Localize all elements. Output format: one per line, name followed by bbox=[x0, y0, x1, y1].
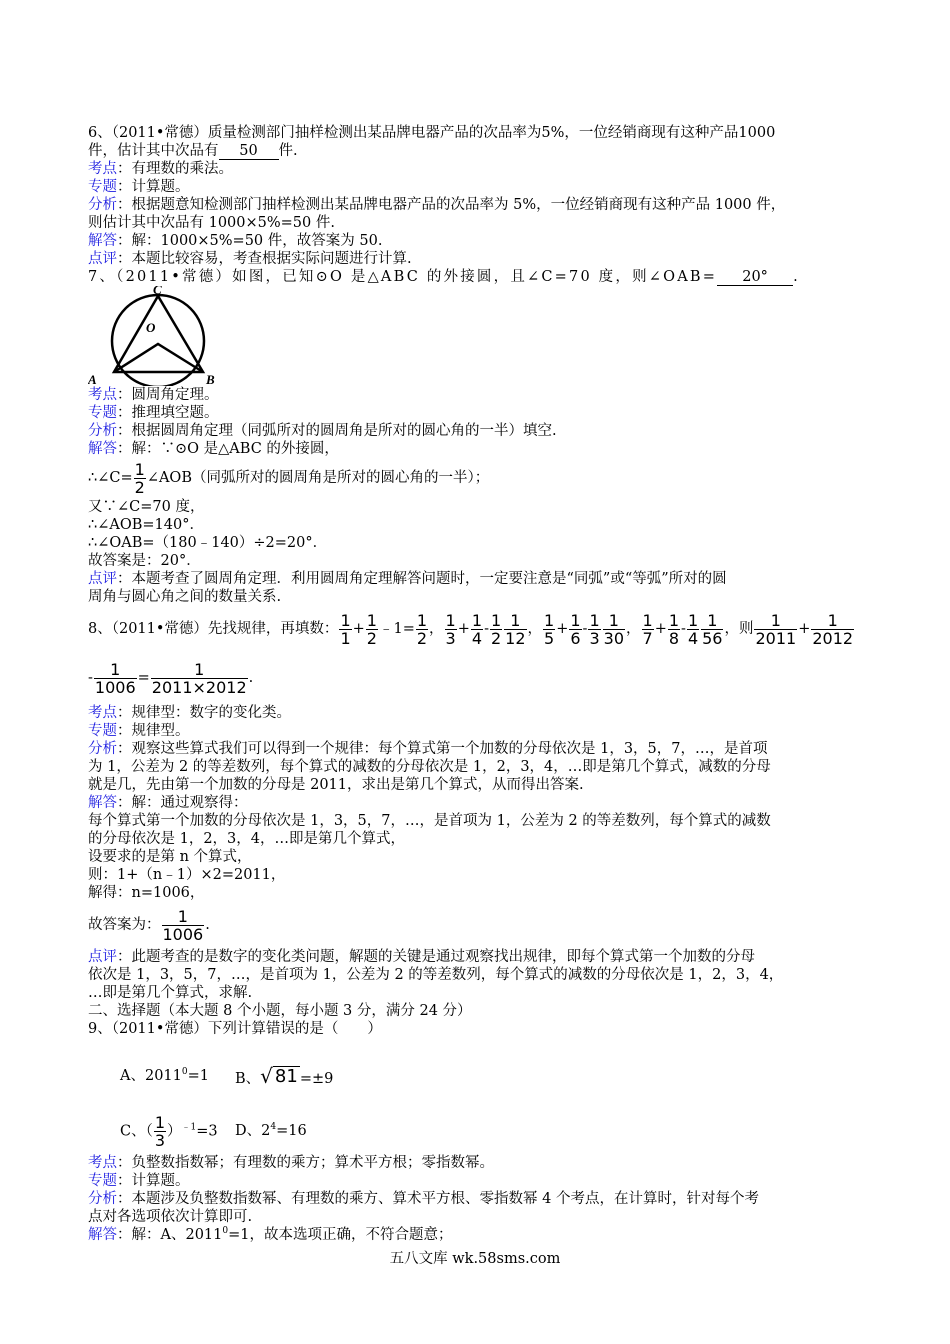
q9-zhuanti: 专题：计算题。 bbox=[88, 1173, 190, 1189]
q9-fenxi: 分析：本题涉及负整数指数幂、有理数的乘方、算术平方根、零指数幂 4 个考点，在计算时，针对每个考 bbox=[88, 1191, 759, 1207]
q7-dianping: 点评：本题考查了圆周角定理．利用圆周角定理解答问题时，一定要注意是“同弧”或“等弧”所对的圆 bbox=[88, 571, 727, 587]
q8-jieda: 解答：解：通过观察得： bbox=[88, 795, 248, 811]
q7-step3: ∴∠AOB=140°． bbox=[88, 517, 204, 533]
q7-dianping-line2: 周角与圆心角之间的数量关系. bbox=[88, 589, 282, 605]
frac: $\frac{1}{1006}$ bbox=[162, 906, 204, 944]
q6-fenxi: 分析：根据题意知检测部门抽样检测出某品牌电器产品的次品率为 5%，一位经销商现有这种产品 1000 件， bbox=[88, 197, 786, 213]
q6-dianping: 点评：本题比较容易，考查根据实际问题进行计算. bbox=[88, 251, 412, 267]
sqrt-symbol: √ 81 bbox=[260, 1063, 298, 1088]
q8-step2: 的分母依次是 1，2，3，4，…即是第几个算式， bbox=[88, 831, 406, 847]
q6-kaodian: 考点：有理数的乘法。 bbox=[88, 161, 233, 177]
label-o: O bbox=[146, 320, 156, 335]
q8-step4: 则：1+（n﹣1）×2=2011， bbox=[88, 867, 286, 883]
q9-option-c: C、（ $\frac{1}{3}$ ）$^{﹣1}$=3 bbox=[120, 1112, 218, 1150]
q7-kaodian: 考点：圆周角定理。 bbox=[88, 387, 219, 403]
q8-step1: 每个算式第一个加数的分母依次是 1，3，5，7，…，是首项为 1，公差为 2 的等差数列，每个算式的减数 bbox=[88, 813, 771, 829]
frac: $\frac{1}{12}$ bbox=[505, 610, 526, 648]
frac: $\frac{1}{56}$ bbox=[702, 610, 723, 648]
frac: $\frac{1}{5}$ bbox=[544, 610, 555, 648]
q8-dianping-line2: 依次是 1，3，5，7，…，是首项为 1，公差为 2 的等差数列，每个算式的减数的分母依次是 1，2，3，4， bbox=[88, 967, 784, 983]
frac: $\frac{1}{2}$ bbox=[490, 610, 502, 648]
q8-fenxi: 分析：观察这些算式我们可以得到一个规律：每个算式第一个加数的分母依次是 1，3，5，7，…，是首项 bbox=[88, 741, 768, 757]
frac: $\frac{1}{1006}$ bbox=[94, 659, 136, 697]
q8-dianping-line3: …即是第几个算式，求解. bbox=[88, 985, 253, 1001]
frac: $\frac{1}{3}$ bbox=[589, 610, 600, 648]
frac: $\frac{1}{30}$ bbox=[603, 610, 624, 648]
section-2-heading: 二、选择题（本大题 8 个小题，每小题 3 分，满分 24 分） bbox=[88, 1003, 472, 1019]
frac: $\frac{1}{7}$ bbox=[642, 610, 653, 648]
frac: $\frac{1}{1}$ bbox=[340, 610, 351, 648]
frac: $\frac{1}{8}$ bbox=[668, 610, 680, 648]
frac: $\frac{1}{2011}$ bbox=[755, 610, 797, 648]
q7-jieda: 解答：解：∵⊙O 是△ABC 的外接圆， bbox=[88, 441, 339, 457]
q7-step5: 故答案是：20°． bbox=[88, 553, 201, 569]
q9-option-b: B、 √ 81 =±9 bbox=[235, 1063, 334, 1088]
frac: $\frac{1}{2012}$ bbox=[812, 610, 854, 648]
q7-step4: ∴∠OAB=（180﹣140）÷2=20°． bbox=[88, 535, 328, 551]
q9-option-d: D、$2^4=16$ bbox=[235, 1122, 307, 1139]
q7-step1: ∴∠C= $\frac{1}{2}$ ∠AOB（同弧所对的圆周角是所对的圆心角的一半）； bbox=[88, 459, 490, 497]
fraction-one-half: $\frac{1}{2}$ bbox=[134, 459, 145, 497]
label-a: A bbox=[88, 372, 97, 386]
page-footer: 五八文库 wk.58sms.com bbox=[389, 1251, 561, 1267]
q6-fenxi-line2: 则估计其中次品有 1000×5%=50 件. bbox=[88, 215, 335, 231]
q8-dianping: 点评：此题考查的是数字的变化类问题，解题的关键是通过观察找出规律，即每个算式第一个加数的分母 bbox=[88, 949, 755, 965]
label-c: C bbox=[153, 286, 162, 297]
q7-fenxi: 分析：根据圆周角定理（同弧所对的圆周角是所对的圆心角的一半）填空. bbox=[88, 423, 557, 439]
q9-options-cd bbox=[88, 1108, 868, 1154]
q8-stem-line1: 8、（2011•常德）先找规律，再填数： $\frac{1}{1}$ + $\frac{1}{2}$ ﹣1= $\frac{1}{2}$ ， $\frac{1}{3}$ + $\frac{1}{4}$ - $\frac{1}{2}$ $\frac{1}{12}$ ， $\frac{1}{5}$ + $\frac{1}{6}$ - $\frac{1}{3}$ $\frac{1}{30}$ ， $\frac{1}{7}$ + $\frac{1}{8}$ - $\frac{1}{4}$ $\frac{1}{56}$ ，则 $\frac{1}{2011}$ + $\frac{1}{2012}$ bbox=[88, 610, 854, 648]
q7-zhuanti: 专题：推理填空题。 bbox=[88, 405, 219, 421]
frac: $\frac{1}{2}$ bbox=[366, 610, 377, 648]
q6-stem-line1: 6、（2011•常德）质量检测部门抽样检测出某品牌电器产品的次品率为5%，一位经销商现有这种产品1000 bbox=[88, 125, 776, 141]
frac: $\frac{1}{3}$ bbox=[154, 1112, 166, 1150]
frac: $\frac{1}{3}$ bbox=[445, 610, 456, 648]
frac: $\frac{1}{4}$ bbox=[687, 610, 699, 648]
q8-answer-line: 故答案为： $\frac{1}{1006}$ . bbox=[88, 906, 210, 944]
q9-stem: 9、（2011•常德）下列计算错误的是（ ） bbox=[88, 1021, 382, 1037]
label-b: B bbox=[206, 372, 215, 386]
q9-kaodian: 考点：负整数指数幂；有理数的乘方；算术平方根；零指数幂。 bbox=[88, 1155, 494, 1171]
q9-options-ab bbox=[88, 1056, 868, 1096]
q8-fenxi-line2: 为 1，公差为 2 的等差数列，每个算式的减数的分母依次是 1，2，3，4，…即是第几个算式，减数的分母 bbox=[88, 759, 771, 775]
q8-step5: 解得：n=1006， bbox=[88, 885, 205, 901]
q6-stem-line2: 件，估计其中次品有 50 件. bbox=[88, 143, 298, 159]
q7-step2: 又∵∠C=70 度， bbox=[88, 499, 205, 515]
q8-kaodian: 考点：规律型：数字的变化类。 bbox=[88, 705, 291, 721]
q7-answer-blank: 20° bbox=[717, 270, 793, 286]
q9-fenxi-line2: 点对各选项依次计算即可. bbox=[88, 1209, 253, 1225]
circumcircle-figure bbox=[88, 286, 218, 386]
q8-stem-line2: - $\frac{1}{1006}$ = $\frac{1}{2011\times 2012}$ . bbox=[88, 659, 254, 697]
frac: $\frac{1}{2}$ bbox=[416, 610, 428, 648]
q6-jieda: 解答：解：1000×5%=50 件，故答案为 50. bbox=[88, 233, 383, 249]
frac: $\frac{1}{6}$ bbox=[570, 610, 581, 648]
q6-zhuanti: 专题：计算题。 bbox=[88, 179, 190, 195]
q8-answer-fraction: $\frac{1}{2011\times 2012}$ bbox=[151, 659, 247, 697]
q6-answer-blank: 50 bbox=[219, 144, 279, 160]
q8-zhuanti: 专题：规律型。 bbox=[88, 723, 190, 739]
q7-stem: 7、（2011•常德）如图，已知⊙O 是△ABC 的外接圆，且∠C=70 度，则∠OAB= 20° . bbox=[88, 269, 798, 285]
q9-option-a: A、$2011^0=1$ bbox=[120, 1067, 209, 1084]
q8-fenxi-line3: 就是几，先由第一个加数的分母是 2011，求出是第几个算式，从而得出答案. bbox=[88, 777, 584, 793]
document-body bbox=[88, 124, 868, 1244]
q9-jieda: 解答：解：A、$2011^0=1$，故本选项正确，不符合题意； bbox=[88, 1226, 453, 1243]
frac: $\frac{1}{4}$ bbox=[471, 610, 483, 648]
q8-step3: 设要求的是第 n 个算式， bbox=[88, 849, 252, 865]
